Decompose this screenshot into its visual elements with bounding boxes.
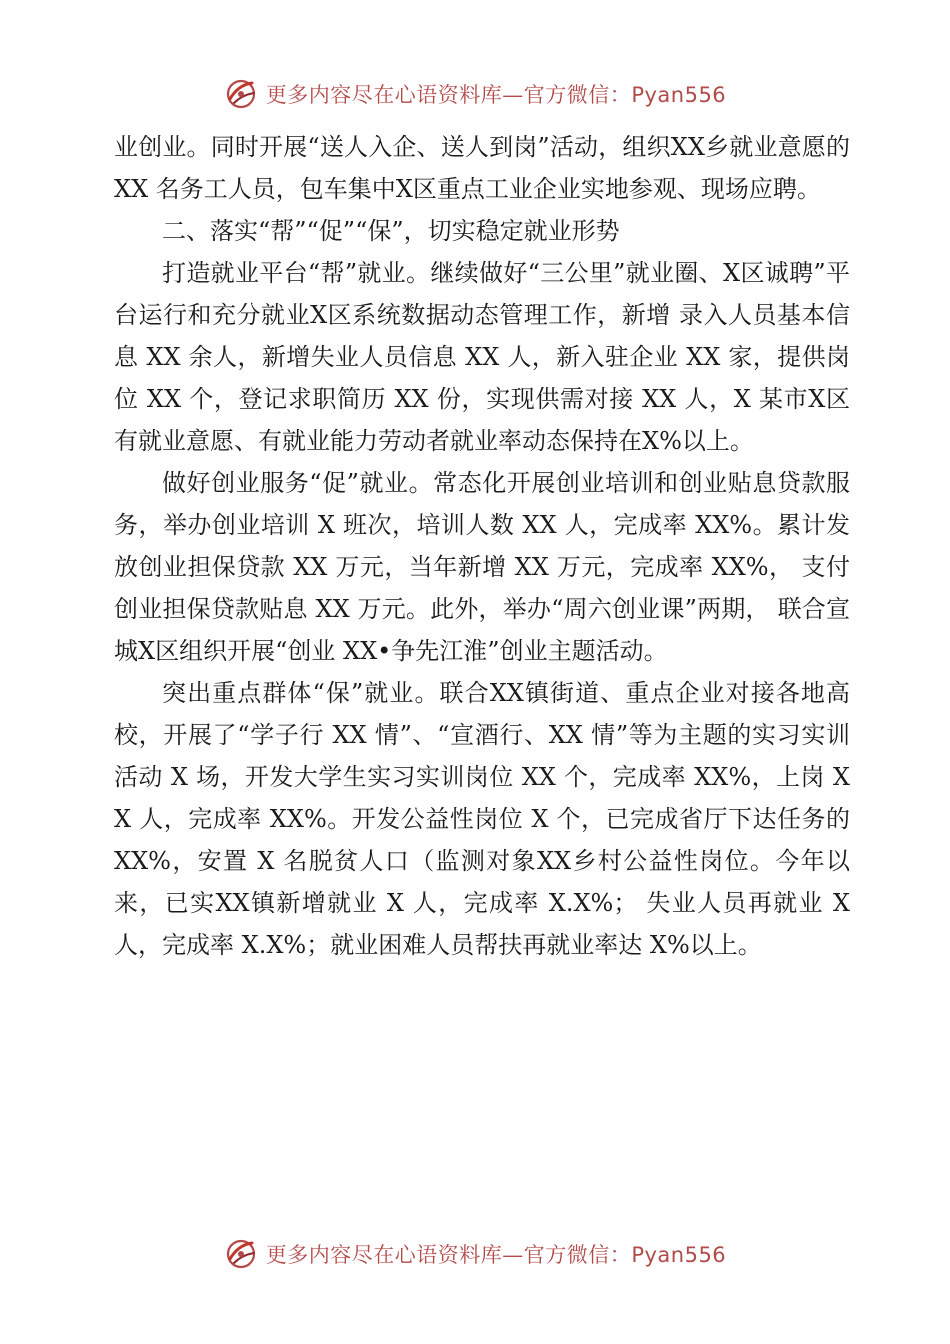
paragraph-1: 业创业。同时开展“送人入企、送人到岗”活动，组织XX乡就业意愿的XX 名务工人员，包车集中X区重点工业企业实地参观、现场应聘。 (114, 133, 850, 203)
paragraph-4: 突出重点群体“保”就业。联合XX镇街道、重点企业对接各地高校，开展了“学子行 XX 情”、“宣酒行、XX 情”等为主题的实习实训活动 X 场，开发大学生实习实训岗位 XX 个，完成率 XX%，上岗 XX 人，完成率 XX%。开发公益性岗位 X 个，已完成省厅下达任务的 XX%，安置 X 名脱贫人口（监测对象XX乡村公益性岗位。今年以来，已实XX镇新增就业 X 人，完成率 X.X%； 失业人员再就业 X 人，完成率 X.X%；就业困难人员帮扶再就业率达 X%以上。 (114, 679, 850, 959)
watermark-text: 更多内容尽在心语资料库—官方微信：Pyan556 (265, 1243, 727, 1267)
header-watermark (0, 74, 950, 114)
paragraph-2: 打造就业平台“帮”就业。继续做好“三公里”就业圈、X区诚聘”平台运行和充分就业X区系统数据动态管理工作，新增 录入人员基本信息 XX 余人，新增失业人员信息 XX 人，新入驻企业 XX 家，提供岗位 XX 个，登记求职简历 XX 份，实现供需对接 XX 人，X 某市X区有就业意愿、有就业能力劳动者就业率动态保持在X%以上。 (114, 259, 850, 455)
paragraph-3: 做好创业服务“促”就业。常态化开展创业培训和创业贴息贷款服务，举办创业培训 X 班次，培训人数 XX 人，完成率 XX%。累计发放创业担保贷款 XX 万元，当年新增 XX 万元，完成率 XX%， 支付创业担保贷款贴息 XX 万元。此外，举办“周六创业课”两期， 联合宣城X区组织开展“创业 XX•争先江淮”创业主题活动。 (114, 469, 850, 665)
section-heading-2: 二、落实“帮”“促”“保”，切实稳定就业形势 (162, 217, 620, 245)
watermark-logo-icon (224, 77, 258, 111)
footer-watermark (0, 1234, 950, 1274)
watermark-logo-icon (224, 1237, 258, 1271)
watermark-text: 更多内容尽在心语资料库—官方微信：Pyan556 (265, 83, 727, 107)
document-body (114, 126, 850, 966)
